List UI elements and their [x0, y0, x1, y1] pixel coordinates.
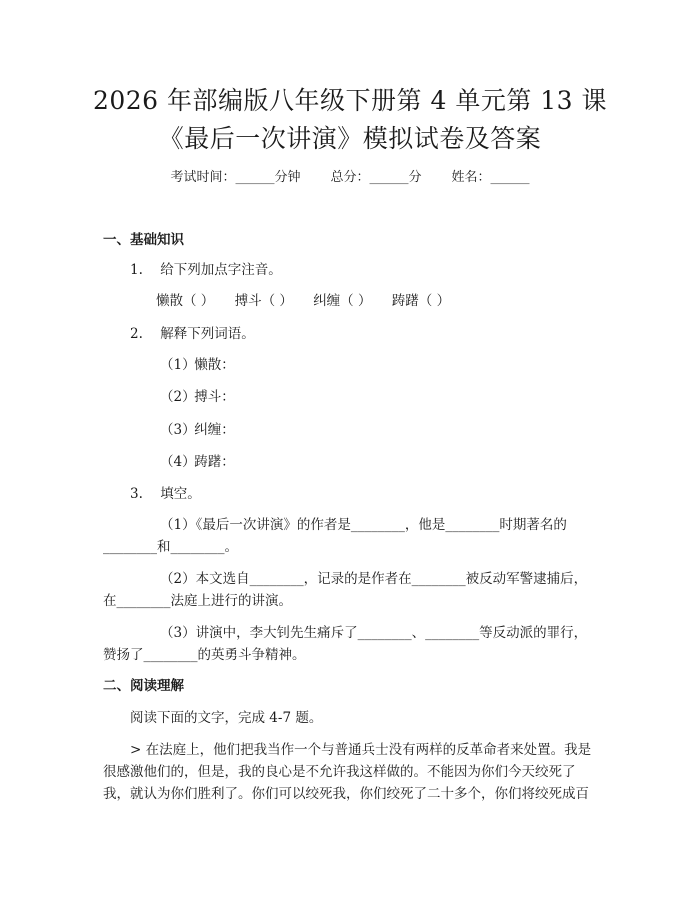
- word-item: 踌躇（ ）: [391, 293, 451, 309]
- question-1-words: [156, 292, 466, 310]
- section-basic-knowledge-heading: 一、基础知识: [103, 232, 184, 248]
- item-number: （2）: [160, 389, 196, 405]
- question-1-number: 1.: [130, 262, 143, 278]
- item-text: 踌躇：: [194, 454, 235, 470]
- question-2-number: 2.: [130, 326, 143, 342]
- passage-line-2: 很感激他们的，但是，我的良心是不允许我这样做的。不能因为你们今天绞死了: [103, 764, 576, 780]
- section-reading-heading: 二、阅读理解: [103, 678, 184, 694]
- question-3-text: 填空。: [160, 486, 201, 502]
- item-number: （1）: [160, 357, 196, 373]
- passage-line-3: 我，就认为你们胜利了。你们可以绞死我，你们绞死了二十多个，你们将绞死成百: [103, 786, 589, 802]
- item-number: （3）: [160, 422, 196, 438]
- page-title-line2: 《最后一次讲演》模拟试卷及答案: [158, 124, 542, 153]
- question-3-number: 3.: [130, 486, 143, 502]
- question-2-item-1: [160, 356, 235, 374]
- word-item: 纠缠（ ）: [313, 293, 372, 309]
- fill-in-3-line1: （3）讲演中，李大钊先生痛斥了________、________等反动派的罪行，: [160, 625, 588, 641]
- exam-score-label: 总分：______分: [330, 170, 422, 185]
- question-1: [130, 261, 282, 279]
- exam-name-label: 姓名：______: [451, 170, 530, 185]
- item-text: 纠缠：: [194, 422, 235, 438]
- fill-in-2-line1: （2）本文选自________，记录的是作者在________被反动军警逮捕后，: [160, 571, 588, 587]
- item-text: 懒散：: [194, 357, 235, 373]
- fill-in-1-line2: ________和________。: [103, 539, 238, 555]
- word-item: 搏斗（ ）: [234, 293, 293, 309]
- exam-info: [0, 169, 700, 187]
- question-3: [130, 485, 201, 503]
- item-text: 搏斗：: [194, 389, 235, 405]
- question-2: [130, 325, 255, 343]
- question-2-text: 解释下列词语。: [160, 326, 255, 342]
- exam-time-label: 考试时间：______分钟: [170, 170, 301, 185]
- fill-in-3-line2: 赞扬了________的英勇斗争精神。: [103, 647, 306, 663]
- fill-in-2-line2: 在________法庭上进行的讲演。: [103, 593, 292, 609]
- word-item: 懒散（ ）: [156, 293, 215, 309]
- fill-in-1-line1: （1）《最后一次讲演》的作者是________，他是________时期著名的: [160, 517, 567, 533]
- passage-line-1: > 在法庭上，他们把我当作一个与普通兵士没有两样的反革命者来处置。我是: [130, 742, 592, 758]
- reading-intro: 阅读下面的文字，完成 4-7 题。: [130, 710, 323, 726]
- question-2-item-4: [160, 453, 235, 471]
- question-2-item-2: [160, 388, 235, 406]
- question-1-text: 给下列加点字注音。: [160, 262, 282, 278]
- page-title-line1: 2026 年部编版八年级下册第 4 单元第 13 课: [92, 86, 608, 115]
- item-number: （4）: [160, 454, 196, 470]
- question-2-item-3: [160, 421, 235, 439]
